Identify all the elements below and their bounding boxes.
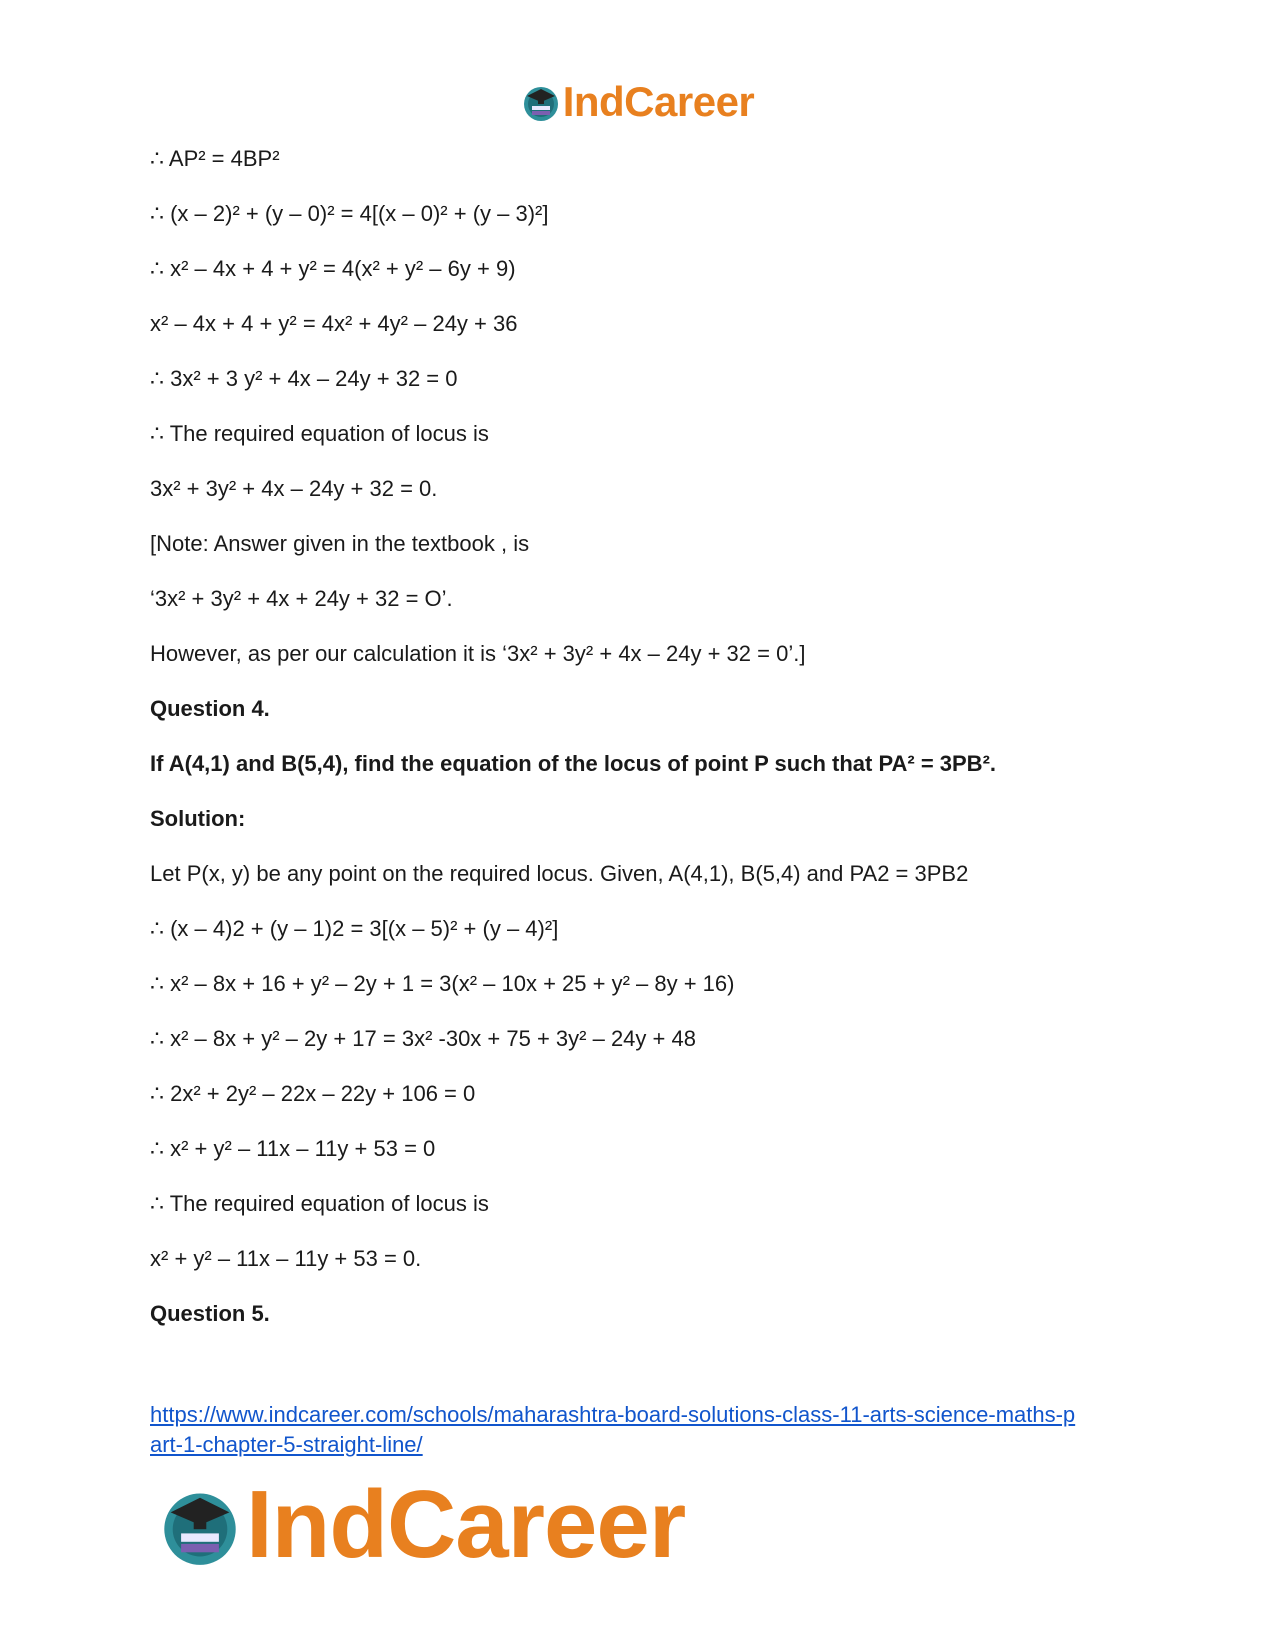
source-link-line-1: https://www.indcareer.com/schools/maharashtra-board-solutions-class-11-arts-science-maths-p <box>150 1402 1076 1427</box>
source-link-block <box>150 1400 1130 1460</box>
text-line: ∴ AP² = 4BP² <box>150 146 280 171</box>
text-line: ∴ 3x² + 3 y² + 4x – 24y + 32 = 0 <box>150 366 458 391</box>
source-link-line-2: art-1-chapter-5-straight-line/ <box>150 1432 423 1457</box>
footer-logo <box>158 1470 685 1580</box>
text-line: Let P(x, y) be any point on the required locus. Given, A(4,1), B(5,4) and PA2 = 3PB2 <box>150 861 969 886</box>
question-heading: Question 5. <box>150 1301 270 1326</box>
text-line: 3x² + 3y² + 4x – 24y + 32 = 0. <box>150 476 438 501</box>
text-line: x² – 4x + 4 + y² = 4x² + 4y² – 24y + 36 <box>150 311 518 336</box>
text-line: ∴ (x – 4)2 + (y – 1)2 = 3[(x – 5)² + (y – 4)²] <box>150 916 559 941</box>
header-logo <box>0 78 1275 126</box>
source-link[interactable] <box>150 1402 1075 1457</box>
text-line: ∴ The required equation of locus is <box>150 421 489 446</box>
text-line: ∴ The required equation of locus is <box>150 1191 489 1216</box>
text-line: ∴ x² + y² – 11x – 11y + 53 = 0 <box>150 1136 436 1161</box>
solution-heading: Solution: <box>150 806 246 831</box>
text-line: However, as per our calculation it is ‘3x² + 3y² + 4x – 24y + 32 = 0’.] <box>150 641 806 666</box>
text-line: x² + y² – 11x – 11y + 53 = 0. <box>150 1246 422 1271</box>
text-line: ∴ x² – 4x + 4 + y² = 4(x² + y² – 6y + 9) <box>150 256 516 281</box>
question-heading: Question 4. <box>150 696 270 721</box>
graduation-cap-icon <box>158 1483 242 1567</box>
text-line: ∴ x² – 8x + y² – 2y + 17 = 3x² -30x + 75 + 3y² – 24y + 48 <box>150 1026 696 1051</box>
graduation-cap-icon <box>521 82 561 122</box>
question-text: If A(4,1) and B(5,4), find the equation of the locus of point P such that PA² = 3PB². <box>150 751 997 776</box>
logo-text: IndCareer <box>246 1471 686 1578</box>
logo-text: IndCareer <box>562 78 755 125</box>
document-body <box>150 145 1150 1355</box>
text-line: ∴ x² – 8x + 16 + y² – 2y + 1 = 3(x² – 10x + 25 + y² – 8y + 16) <box>150 971 735 996</box>
text-line: ‘3x² + 3y² + 4x + 24y + 32 = O’. <box>150 586 453 611</box>
text-line: ∴ 2x² + 2y² – 22x – 22y + 106 = 0 <box>150 1081 476 1106</box>
text-line: ∴ (x – 2)² + (y – 0)² = 4[(x – 0)² + (y – 3)²] <box>150 201 549 226</box>
text-line: [Note: Answer given in the textbook , is <box>150 531 530 556</box>
